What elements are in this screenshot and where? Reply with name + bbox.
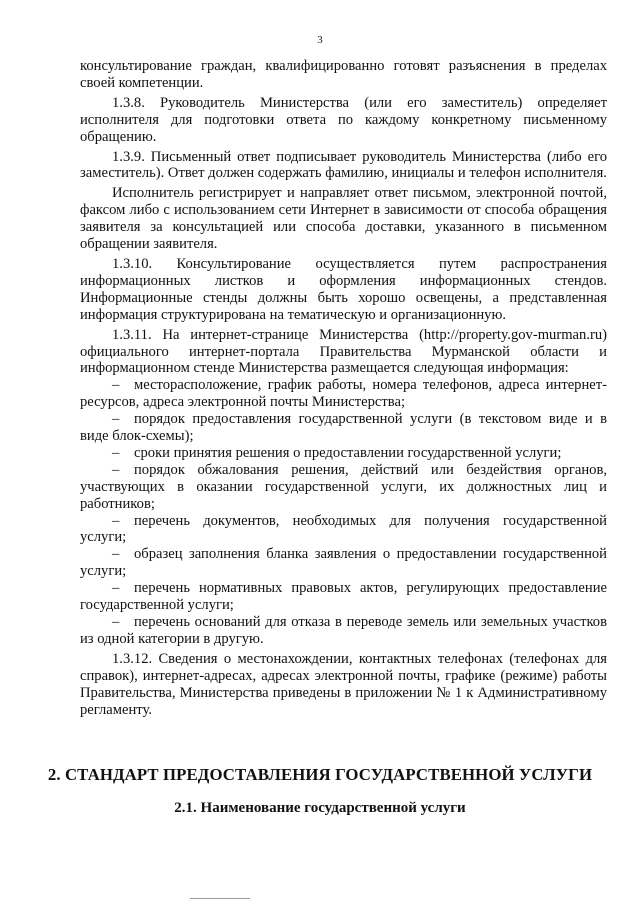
section-heading: 2. СТАНДАРТ ПРЕДОСТАВЛЕНИЯ ГОСУДАРСТВЕННОЙ УСЛУГИ — [47, 765, 593, 784]
list-item — [80, 614, 607, 648]
paragraph-1-3-12: 1.3.12. Сведения о местонахождении, контактных телефонах (телефонах для справок), интернет-адресах, адресах электронной почты, графике (режиме) работы Правительства, Министерства приведены в приложении № 1 к Административному регламенту. — [80, 650, 607, 718]
list-item — [80, 445, 607, 462]
page-number: 3 — [317, 34, 323, 46]
list-item-text: образец заполнения бланка заявления о предоставлении государственной услуги; — [80, 546, 607, 580]
paragraph-1-3-9: 1.3.9. Письменный ответ подписывает руководитель Министерства (либо его заместитель). Ответ должен содержать фамилию, инициалы и телефон исполнителя. — [80, 148, 607, 182]
list-item-text: сроки принятия решения о предоставлении государственной услуги; — [134, 444, 562, 461]
list-item — [80, 411, 607, 445]
list-dash: – — [112, 546, 120, 563]
list-item-text: порядок предоставления государственной услуги (в текстовом виде и в виде блок-схемы); — [80, 411, 607, 445]
paragraph-1-3-8: 1.3.8. Руководитель Министерства (или его заместитель) определяет исполнителя для подготовки ответа по каждому конкретному письменному обращению. — [80, 94, 607, 145]
list-dash: – — [112, 377, 120, 394]
paragraph-continuation: консультирование граждан, квалифицированно готовят разъяснения в пределах своей компетенции. — [80, 58, 607, 91]
footer-divider — [190, 898, 250, 899]
paragraph-1-3-11: 1.3.11. На интернет-странице Министерства (http://property.gov-murman.ru) официального интернет-портала Правительства Мурманской области и информационном стенде Министерства размещается следующая информация: — [80, 326, 607, 377]
list-dash: – — [112, 614, 120, 630]
list-item — [80, 546, 607, 580]
list-dash: – — [112, 512, 120, 529]
list-item — [80, 462, 607, 513]
list-dash: – — [112, 444, 120, 461]
subsection-heading: 2.1. Наименование государственной услуги — [174, 800, 466, 816]
list-item-text: перечень нормативных правовых актов, регулирующих предоставление государственной услуги; — [80, 580, 607, 614]
list-dash: – — [112, 411, 120, 428]
list-item — [80, 513, 607, 547]
list-dash: – — [112, 461, 120, 478]
list-item-text: месторасположение, график работы, номера телефонов, адреса интернет-ресурсов, адреса электронной почты Министерства; — [80, 377, 607, 411]
list-item-text: перечень документов, необходимых для получения государственной услуги; — [80, 512, 607, 546]
paragraph-executor: Исполнитель регистрирует и направляет ответ письмом, электронной почтой, факсом либо с использованием сети Интернет в зависимости от способа обращения заявителя за консультацией или способа доставки, указанного в письменном обращении заявителя. — [80, 185, 607, 253]
paragraph-1-3-10: 1.3.10. Консультирование осуществляется путем распространения информационных листков и оформления информационных стендов. Информационные стенды должны быть хорошо освещены, а представленная информация структурирована на тематическую и организационную. — [80, 255, 607, 323]
list-dash: – — [112, 580, 120, 597]
list-item — [80, 580, 607, 614]
list-item-text: перечень оснований для отказа в переводе земель или земельных участков из одной категории в другую. — [80, 614, 607, 647]
document-body — [80, 58, 607, 718]
list-item-text: порядок обжалования решения, действий или бездействия органов, участвующих в оказании государственной услуги, их должностных лиц и работников; — [80, 461, 607, 512]
list-item — [80, 377, 607, 411]
